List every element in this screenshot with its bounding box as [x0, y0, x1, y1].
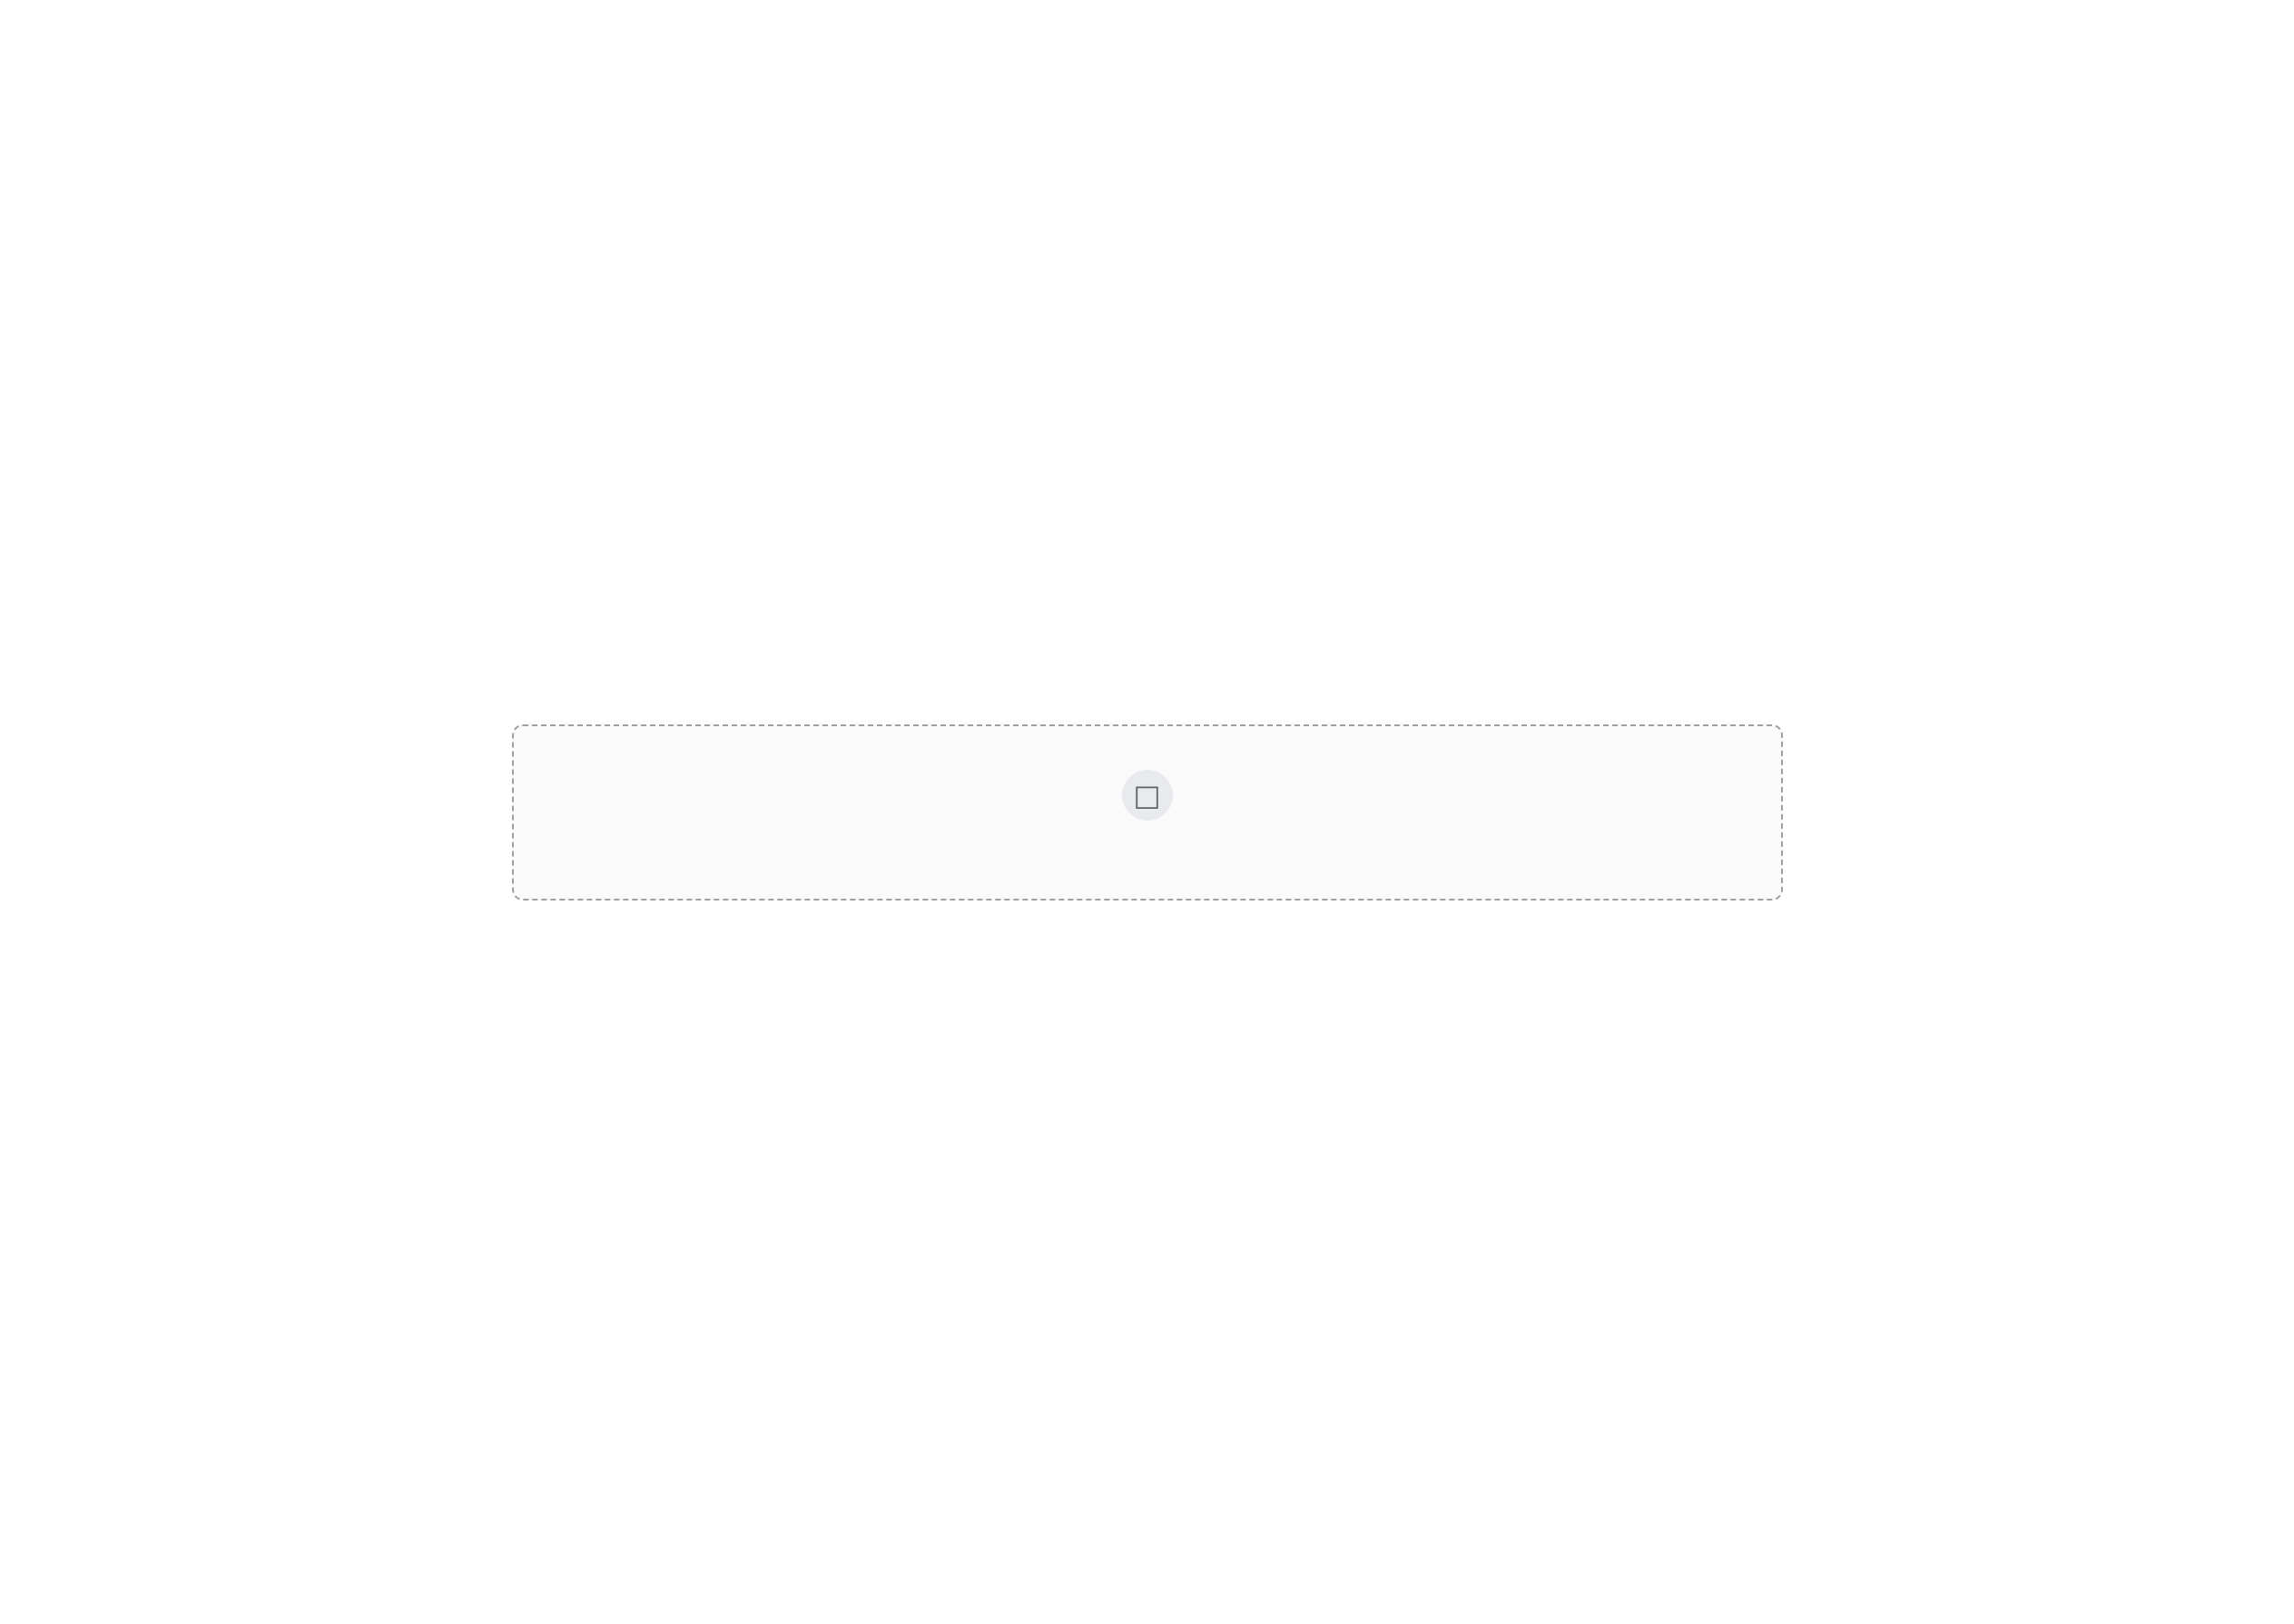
content-placeholder: [512, 724, 1783, 901]
image-icon: □: [1122, 770, 1173, 821]
placeholder-body: [565, 854, 1730, 855]
placeholder-title: [565, 839, 1730, 840]
